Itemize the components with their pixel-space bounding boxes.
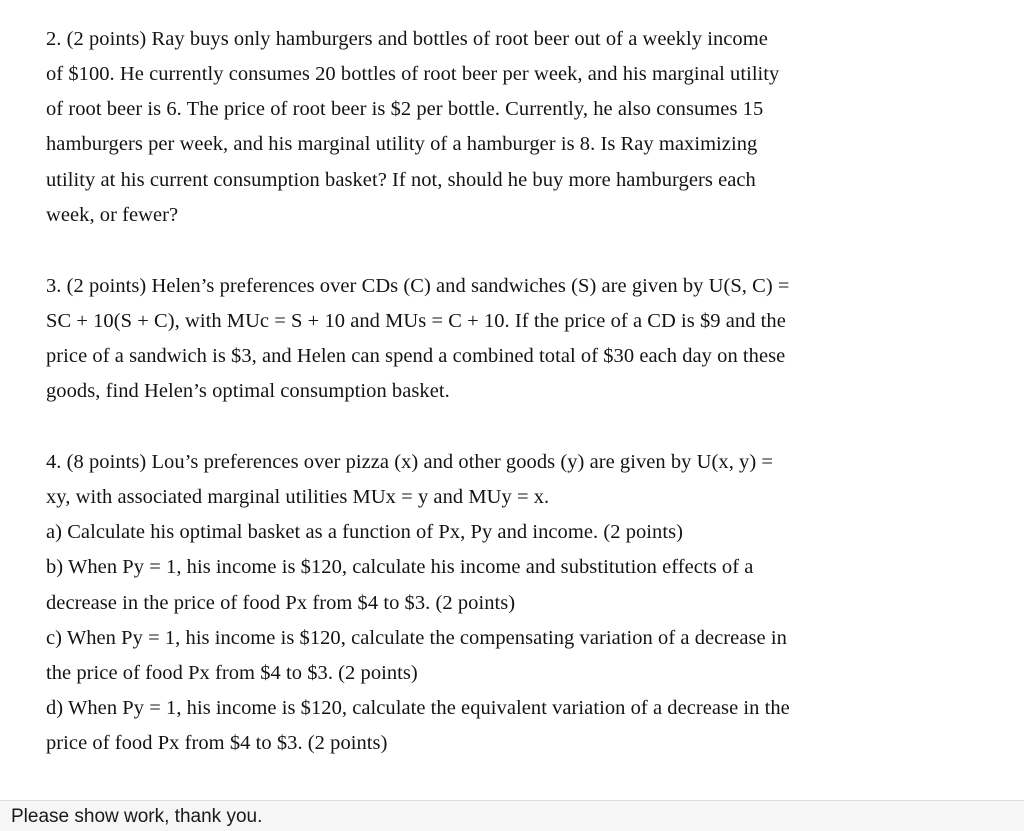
problem-2-line-6: week, or fewer? bbox=[46, 204, 179, 226]
problem-4-part-d-line-1: d) When Py = 1, his income is $120, calculate the equivalent variation of a decrease in the bbox=[46, 697, 790, 719]
footer-note: Please show work, thank you. bbox=[11, 806, 263, 827]
problem-4-part-d-line-2: price of food Px from $4 to $3. (2 points) bbox=[46, 732, 388, 754]
problem-3-line-4: goods, find Helen’s optimal consumption basket. bbox=[46, 380, 450, 402]
problem-4-part-c-line-1: c) When Py = 1, his income is $120, calculate the compensating variation of a decrease in bbox=[46, 627, 787, 649]
problem-2-line-5: utility at his current consumption basket? If not, should he buy more hamburgers each bbox=[46, 169, 756, 191]
problem-4-line-2: xy, with associated marginal utilities MUx = y and MUy = x. bbox=[46, 486, 550, 508]
problem-2-line-4: hamburgers per week, and his marginal utility of a hamburger is 8. Is Ray maximizing bbox=[46, 133, 758, 155]
problem-4-part-b-line-1: b) When Py = 1, his income is $120, calculate his income and substitution effects of a bbox=[46, 556, 754, 578]
problem-3-line-1: 3. (2 points) Helen’s preferences over CDs (C) and sandwiches (S) are given by U(S, C) = bbox=[46, 275, 790, 297]
footer-bar bbox=[0, 800, 1024, 831]
problem-4-part-a: a) Calculate his optimal basket as a function of Px, Py and income. (2 points) bbox=[46, 521, 683, 543]
problem-2-line-3: of root beer is 6. The price of root beer is $2 per bottle. Currently, he also consumes 15 bbox=[46, 98, 764, 120]
problem-4-line-1: 4. (8 points) Lou’s preferences over pizza (x) and other goods (y) are given by U(x, y) = bbox=[46, 451, 774, 473]
problem-2-line-1: 2. (2 points) Ray buys only hamburgers and bottles of root beer out of a weekly income bbox=[46, 28, 768, 50]
problem-2-line-2: of $100. He currently consumes 20 bottles of root beer per week, and his marginal utility bbox=[46, 63, 780, 85]
problem-4-part-b-line-2: decrease in the price of food Px from $4 to $3. (2 points) bbox=[46, 592, 516, 614]
problem-3-line-3: price of a sandwich is $3, and Helen can spend a combined total of $30 each day on these bbox=[46, 345, 786, 367]
problem-3-line-2: SC + 10(S + C), with MUc = S + 10 and MUs = C + 10. If the price of a CD is $9 and the bbox=[46, 310, 786, 332]
problem-4-part-c-line-2: the price of food Px from $4 to $3. (2 points) bbox=[46, 662, 418, 684]
